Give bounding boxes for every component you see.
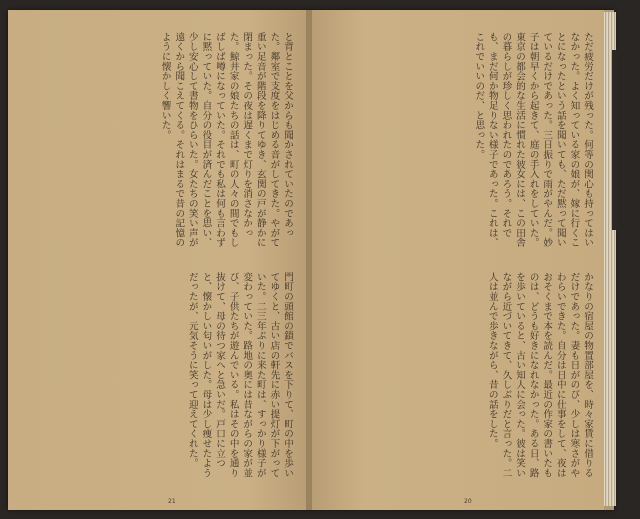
- right-page: [312, 10, 604, 510]
- right-upper-text: ただ疲労だけが残った。何等の関心も持ってはいなかった。よく知っている家の娘が、嫁に行くことになったという話を聞いても、ただ黙って聞いているだけであった。三日振りで雨がやんだ。妙子は朝早くから起きて、庭の手入れをしていた。東京の都会的な生活に慣れた彼女には、この田舎の暮らしが珍しく思われたのであろう。それでも、まだ何か物足りない様子であった。これは、これでいいのだ、と思った。: [473, 32, 593, 248]
- right-lower-text: かなりの宿屋の物置部屋を、時々家賃に借りるだけであった。妻も日がのび、少しは寒さがやわらいできた。自分は日中に仕事をして、夜はおそくまで本を読んだ。最近の作家の書いたものは、どうも好きになれなかった。ある日、路を歩いていると、古い知人に会った。彼は笑いながら近づいてきて、久しぶりだと言った。二人は並んで歩きながら、昔の話をした。: [486, 272, 593, 478]
- right-page-number: 20: [464, 498, 472, 505]
- left-lower-text: 門町の頭館の鎖でバスを下りて、町の中を歩いてゆくと、古い店の軒先に赤い提灯が下がっていた。二三年ぶりに来た町は、すっかり様子が変わっていた。路地の奥には昔ながらの家が並び、子供たちが遊んでいる。私はその中を通り抜けて、母の待つ家へと急いだ。戸口に立つと、懐かしい匂いがした。母は少し痩せたようだったが、元気そうに笑って迎えてくれた。: [186, 272, 293, 478]
- open-book: [8, 10, 614, 510]
- left-upper-text: と背とことを父からも聞かされていたのであった。鄰室で支度をはじめる音がしてきた。やがて重い足音が階段を降りてゆき、玄関の戸が静かに閉まった。その夜は遅くまで灯りを消さなかった。鯨井家の娘たちの話は、町の人々の間でもしばしば噂になっていた。それでも私は何も言わずに黙っていた。自分の役目が済んだことを思い、少し安心して書物をひらいた。女たちの笑い声が遠くから聞こえてくる。それはまるで昔の記憶のように懐かしく響いた。: [159, 32, 293, 248]
- edge-shadow: [612, 50, 618, 230]
- left-page-number: 21: [168, 498, 176, 505]
- left-page: [8, 10, 308, 510]
